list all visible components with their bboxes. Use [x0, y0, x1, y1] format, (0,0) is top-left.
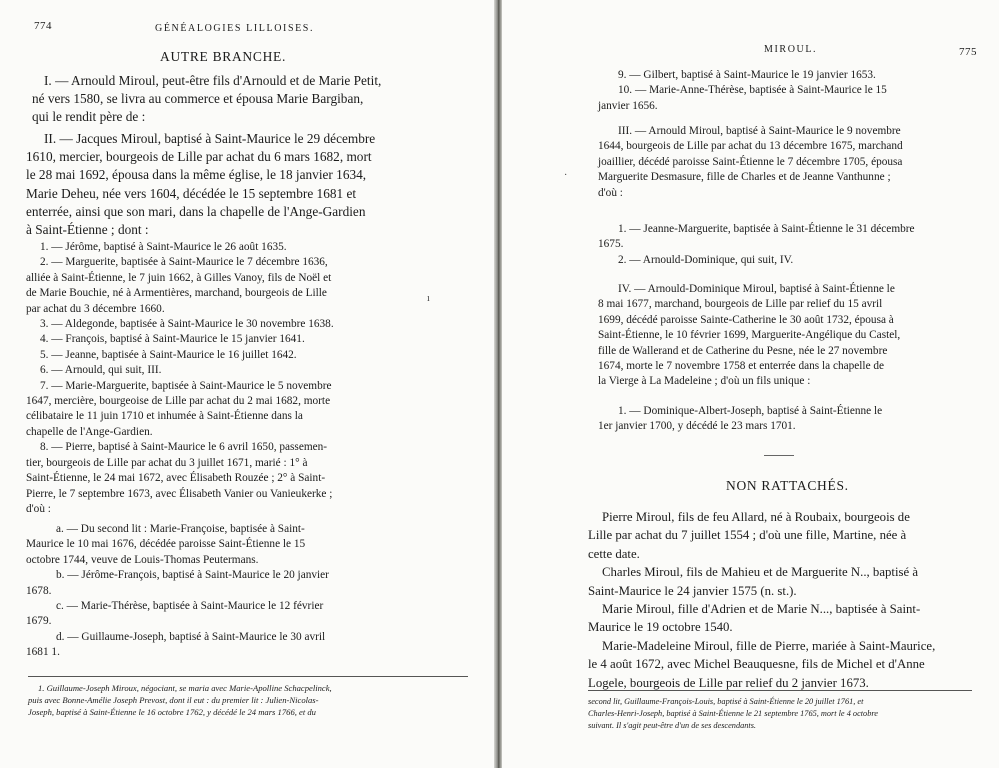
- list-item: alliée à Saint-Étienne, le 7 juin 1662, à Gilles Vanoy, fils de Noël et: [26, 271, 332, 284]
- footnote-line: Charles-Henri-Joseph, baptisé à Saint-Étienne le 21 septembre 1765, mort le 4 octobre: [588, 709, 878, 718]
- list-item: 10. — Marie-Anne-Thérèse, baptisée à Saint-Maurice le 15: [618, 84, 887, 97]
- list-item: Pierre, le 7 septembre 1673, avec Élisabeth Vanier ou Vanieukerke ;: [26, 487, 333, 500]
- children-list-II: [26, 240, 470, 517]
- children-list-II-continued: [598, 68, 978, 114]
- text-line: Lille par achat du 7 juillet 1554 ; d'où une fille, Martine, née à: [588, 528, 907, 543]
- running-head-left: GÉNÉALOGIES LILLOISES.: [155, 23, 315, 34]
- book-gutter: [494, 0, 502, 768]
- text-line: 1644, bourgeois de Lille par achat du 13 décembre 1675, marchand: [598, 140, 903, 153]
- page-number-right: 775: [959, 46, 977, 58]
- text-line: d'où :: [598, 186, 623, 199]
- text-line: la Vierge à La Madeleine ; d'où un fils unique :: [598, 375, 811, 388]
- paragraph-generation-II: [26, 130, 472, 239]
- footnote-right: [588, 696, 878, 732]
- left-page: [0, 0, 494, 768]
- list-item: octobre 1744, veuve de Louis-Thomas Peutermans.: [26, 553, 259, 566]
- list-item: 1675.: [598, 238, 624, 251]
- footnote-left: [28, 682, 332, 718]
- unattached-entries: [588, 508, 970, 692]
- text-line: 8 mai 1677, marchand, bourgeois de Lille par relief du 15 avril: [598, 298, 883, 311]
- children-list-III: [598, 222, 978, 268]
- list-item: Saint-Étienne, le 24 mai 1672, avec Élisabeth Rouzée ; 2° à Saint-: [26, 472, 326, 485]
- text-line: III. — Arnould Miroul, baptisé à Saint-Maurice le 9 novembre: [618, 125, 901, 137]
- text-line: né vers 1580, se livra au commerce et épousa Marie Bargiban,: [32, 91, 364, 107]
- list-item: 3. — Aldegonde, baptisée à Saint-Maurice le 30 novembre 1638.: [40, 318, 334, 331]
- text-line: 1699, décédé paroisse Sainte-Catherine le 30 août 1732, épousa à: [598, 313, 894, 326]
- list-item: par achat du 3 décembre 1660.: [26, 302, 165, 315]
- text-line: Logele, bourgeois de Lille par relief du 2 janvier 1673.: [588, 675, 869, 690]
- text-line: cette date.: [588, 546, 640, 561]
- text-line: le 4 août 1672, avec Michel Beauquesne, fils de Michel et d'Anne: [588, 657, 925, 672]
- page-number-left: 774: [34, 20, 52, 32]
- list-item: 9. — Gilbert, baptisé à Saint-Maurice le 19 janvier 1653.: [618, 69, 876, 81]
- list-item: 1647, mercière, bourgeoise de Lille par achat du 2 mai 1682, morte: [26, 395, 331, 408]
- text-line: enterrée, ainsi que son mari, dans la chapelle de l'Ange-Gardien: [26, 203, 366, 219]
- list-item: 2. — Arnould-Dominique, qui suit, IV.: [618, 253, 794, 266]
- text-line: Charles Miroul, fils de Mahieu et de Marguerite N.., baptisé à: [602, 565, 919, 580]
- text-line: II. — Jacques Miroul, baptisé à Saint-Maurice le 29 décembre: [44, 131, 376, 146]
- text-line: Marie Deheu, née vers 1604, décédée le 15 septembre 1681 et: [26, 185, 357, 201]
- paragraph-generation-III: [598, 124, 978, 201]
- grandchildren-list: [26, 522, 470, 661]
- text-line: Marguerite Desmasure, fille de Charles et de Jeanne Vanthunne ;: [598, 171, 891, 184]
- list-item: chapelle de l'Ange-Gardien.: [26, 425, 153, 438]
- text-line: Maurice le 19 octobre 1540.: [588, 620, 733, 635]
- text-line: joaillier, décédé paroisse Saint-Étienne le 7 décembre 1705, épousa: [598, 155, 903, 168]
- list-item: 7. — Marie-Marguerite, baptisée à Saint-Maurice le 5 novembre: [40, 379, 332, 392]
- list-item: 5. — Jeanne, baptisée à Saint-Maurice le 16 juillet 1642.: [40, 348, 297, 361]
- footnote-line: puis avec Bonne-Amélie Joseph Prevost, dont il eut : du premier lit : Julien-Nicolas-: [28, 695, 319, 705]
- list-item: 1er janvier 1700, y décédé le 23 mars 1701.: [598, 420, 796, 433]
- text-line: Saint-Maurice le 24 janvier 1575 (n. st.).: [588, 583, 797, 598]
- text-line: fille de Wallerand et de Catherine du Pesne, née le 27 novembre: [598, 344, 888, 357]
- list-item: 2. — Marguerite, baptisée à Saint-Maurice le 7 décembre 1636,: [40, 256, 328, 269]
- text-line: le 28 mai 1692, épousa dans la même église, le 18 janvier 1634,: [26, 167, 367, 183]
- margin-mark: ·: [564, 170, 568, 181]
- text-line: IV. — Arnould-Dominique Miroul, baptisé à Saint-Étienne le: [618, 283, 895, 295]
- list-item: 8. — Pierre, baptisé à Saint-Maurice le 6 avril 1650, passemen-: [40, 441, 328, 454]
- section-title-autre-branche: AUTRE BRANCHE.: [160, 49, 287, 64]
- list-item: 1679.: [26, 615, 52, 628]
- text-line: à Saint-Étienne ; dont :: [26, 222, 149, 238]
- list-item: Maurice le 10 mai 1676, décédée paroisse Saint-Étienne le 15: [26, 538, 306, 551]
- list-item: d. — Guillaume-Joseph, baptisé à Saint-Maurice le 30 avril: [56, 630, 326, 643]
- list-item: 1. — Dominique-Albert-Joseph, baptisé à Saint-Étienne le: [618, 405, 883, 417]
- list-item: célibataire le 11 juin 1710 et inhumée à Saint-Étienne dans la: [26, 410, 303, 423]
- list-item: 4. — François, baptisé à Saint-Maurice le 15 janvier 1641.: [40, 333, 305, 346]
- margin-mark: ı: [427, 293, 430, 304]
- list-item: 1681 1.: [26, 646, 60, 659]
- list-item: 1. — Jérôme, baptisé à Saint-Maurice le 26 août 1635.: [40, 241, 287, 253]
- list-item: de Marie Bouchie, né à Armentières, marchand, bourgeois de Lille: [26, 287, 327, 300]
- text-line: 1610, mercier, bourgeois de Lille par achat du 6 mars 1682, mort: [26, 149, 372, 165]
- section-title-non-rattaches: NON RATTACHÉS.: [726, 478, 849, 493]
- right-page: [502, 0, 999, 768]
- text-line: Saint-Étienne, le 10 février 1699, Marguerite-Angélique du Castel,: [598, 329, 901, 342]
- children-list-IV: [598, 404, 978, 435]
- text-line: I. — Arnould Miroul, peut-être fils d'Arnould et de Marie Petit,: [44, 73, 382, 88]
- text-line: 1674, morte le 7 novembre 1758 et enterrée dans la chapelle de: [598, 360, 885, 373]
- text-line: Pierre Miroul, fils de feu Allard, né à Roubaix, bourgeois de: [602, 510, 910, 524]
- footnote-line: 1. Guillaume-Joseph Miroux, négociant, se maria avec Marie-Apolline Schacpelinck,: [38, 683, 332, 693]
- text-line: qui le rendit père de :: [32, 109, 146, 125]
- footnote-line: suivant. Il s'agit peut-être d'un de ses descendants.: [588, 721, 756, 730]
- text-line: Marie Miroul, fille d'Adrien et de Marie N..., baptisée à Saint-: [602, 602, 921, 617]
- list-item: a. — Du second lit : Marie-Françoise, baptisée à Saint-: [56, 523, 305, 535]
- list-item: tier, bourgeois de Lille par achat du 3 juillet 1671, marié : 1° à: [26, 456, 308, 469]
- list-item: c. — Marie-Thérèse, baptisée à Saint-Maurice le 12 février: [56, 600, 324, 613]
- list-item: janvier 1656.: [598, 99, 658, 112]
- footnote-rule: [28, 676, 468, 677]
- list-item: 1678.: [26, 584, 52, 597]
- section-divider: [764, 455, 794, 456]
- paragraph-generation-IV: [598, 282, 978, 390]
- list-item: 1. — Jeanne-Marguerite, baptisée à Saint-Étienne le 31 décembre: [618, 223, 915, 235]
- running-head-right: MIROUL.: [764, 44, 818, 55]
- footnote-line: Joseph, baptisé à Saint-Étienne le 16 octobre 1762, y décédé le 24 mars 1766, et du: [28, 707, 316, 717]
- list-item: b. — Jérôme-François, baptisé à Saint-Maurice le 20 janvier: [56, 569, 329, 582]
- paragraph-generation-I: [26, 72, 472, 127]
- footnote-line: second lit, Guillaume-François-Louis, baptisé à Saint-Étienne le 20 juillet 1761, et: [588, 697, 864, 706]
- text-line: Marie-Madeleine Miroul, fille de Pierre, mariée à Saint-Maurice,: [602, 638, 936, 653]
- list-item: d'où :: [26, 502, 51, 515]
- list-item: 6. — Arnould, qui suit, III.: [40, 364, 162, 377]
- footnote-rule: [588, 690, 972, 691]
